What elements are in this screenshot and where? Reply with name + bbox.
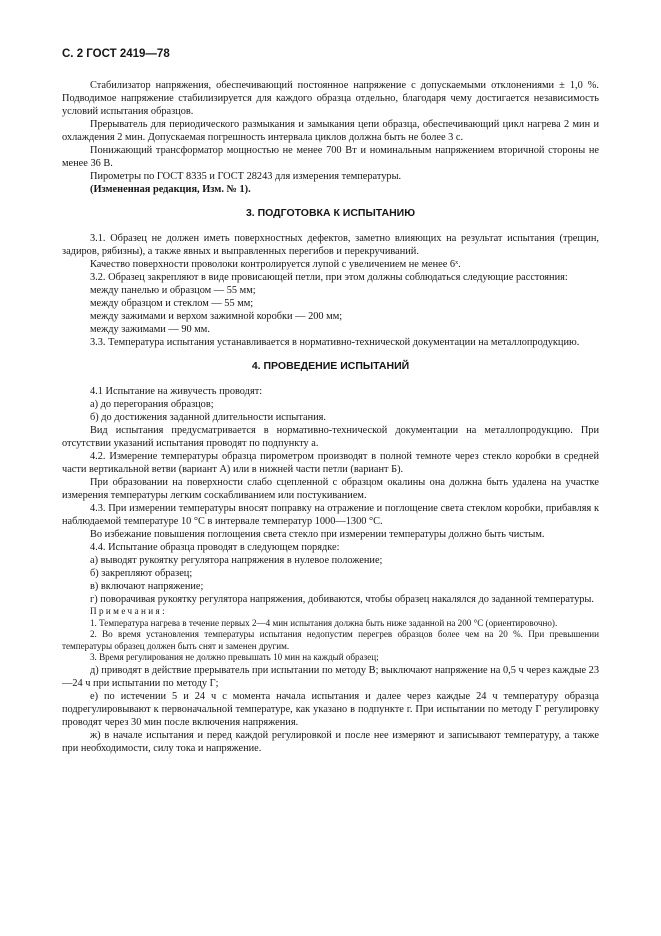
paragraph: Понижающий трансформатор мощностью не менее 700 Вт и номинальным напряжением вторичной стороны не менее 36 В. (62, 145, 599, 169)
paragraph: 3.1. Образец не должен иметь поверхностных дефектов, заметно влияющих на результат испытания (трещин, задиров, рябизны), а также явных и выправленных перегибов и перекручиваний. (62, 233, 599, 257)
paragraph: 3.2. Образец закрепляют в виде провисающей петли, при этом должны соблюдаться следующие расстояния: (90, 272, 568, 283)
list-item: а) до перегорания образцов; (90, 399, 214, 410)
list-item: а) выводят рукоятку регулятора напряжения в нулевое положение; (90, 555, 383, 566)
paragraph: 4.4. Испытание образца проводят в следующем порядке: (90, 542, 340, 553)
distance-item: между образцом и стеклом — 55 мм; (90, 298, 254, 309)
paragraph: При образовании на поверхности слабо сцепленной с образцом окалины она должна быть удалена на участке измерения температуры легким соскабливанием или постукиванием. (62, 477, 599, 501)
distance-item: между зажимами и верхом зажимной коробки — 200 мм; (90, 311, 343, 322)
paragraph: Пирометры по ГОСТ 8335 и ГОСТ 28243 для измерения температуры. (90, 171, 402, 182)
paragraph: 4.3. При измерении температуры вносят поправку на отражение и поглощение света стеклом коробки, прибавляя к наблюдаемой температуре 10 °С в интервале температур 1000—1300 °С. (62, 503, 599, 527)
amendment-note: (Измененная редакция, Изм. № 1). (90, 184, 251, 195)
paragraph: 4.1 Испытание на живучесть проводят: (90, 386, 263, 397)
paragraph: Прерыватель для периодического размыкания и замыкания цепи образца, обеспечивающий цикл нагрева 2 мин и охлаждения 2 мин. Допускаемая погрешность интервала циклов должна быть не более 3 с. (62, 119, 599, 143)
distance-item: между панелью и образцом — 55 мм; (90, 285, 256, 296)
list-item: ж) в начале испытания и перед каждой регулировкой и после нее измеряют и записывают температуру, а также при необходимости, силу тока и напряжение. (62, 729, 599, 754)
paragraph: 4.2. Измерение температуры образца пирометром производят в полной темноте через стекло коробки в средней части вертикальной ветви (вариант А) или в нижней части петли (вариант Б). (62, 451, 599, 475)
note: 2. Во время установления температуры испытания недопустим перегрев образцов более чем на 20 %. При превышении температуры образец должен быть снят и заменен другим. (62, 629, 599, 651)
paragraph: Вид испытания предусматривается в нормативно-технической документации на металлопродукцию. При отсутствии указаний испытания проводят по подпункту а. (62, 425, 599, 449)
list-item: е) по истечении 5 и 24 ч с момента начала испытания и далее через каждые 24 ч температуру образца подрегулировывают к первоначальной температуре, как указано в подпункте г. При испытании по методу Г регулировку проводят через 30 мин после включения напряжения. (62, 690, 599, 728)
page-header: С. 2 ГОСТ 2419—78 (62, 48, 170, 60)
section-3-title: 3. ПОДГОТОВКА К ИСПЫТАНИЮ (245, 207, 416, 219)
section-4-title: 4. ПРОВЕДЕНИЕ ИСПЫТАНИЙ (251, 360, 410, 372)
paragraph: Стабилизатор напряжения, обеспечивающий постоянное напряжение с допускаемыми отклонениями ± 1,0 %. Подводимое напряжение стабилизируется для каждого образца отдельно, благодаря чему достигается независимость условий испытания образцов. (62, 80, 599, 117)
list-item: б) закрепляют образец; (90, 568, 193, 579)
list-item: д) приводят в действие прерыватель при испытании по методу В; выключают напряжение на 0,5 ч через каждые 23—24 ч при испытании по методу Г; (62, 664, 599, 689)
paragraph: Во избежание повышения поглощения света стекло при измерении температуры должно быть чистым. (90, 529, 545, 540)
list-item: г) поворачивая рукоятку регулятора напряжения, добиваются, чтобы образец накалялся до заданной температуры. (90, 594, 594, 605)
list-item: б) до достижения заданной длительности испытания. (90, 412, 326, 423)
notes-label: Примечания: (90, 606, 167, 616)
paragraph: Качество поверхности проволоки контролируется лупой с увеличением не менее 6ˣ. (90, 259, 461, 270)
note: 1. Температура нагрева в течение первых 2—4 мин испытания должна быть ниже заданной на 200 °С (ориентировочно). (90, 617, 558, 628)
paragraph: 3.3. Температура испытания устанавливается в нормативно-технической документации на металлопродукцию. (90, 337, 580, 348)
distance-item: между зажимами — 90 мм. (90, 324, 210, 335)
list-item: в) включают напряжение; (90, 581, 204, 592)
note: 3. Время регулирования не должно превышать 10 мин на каждый образец; (90, 652, 379, 663)
